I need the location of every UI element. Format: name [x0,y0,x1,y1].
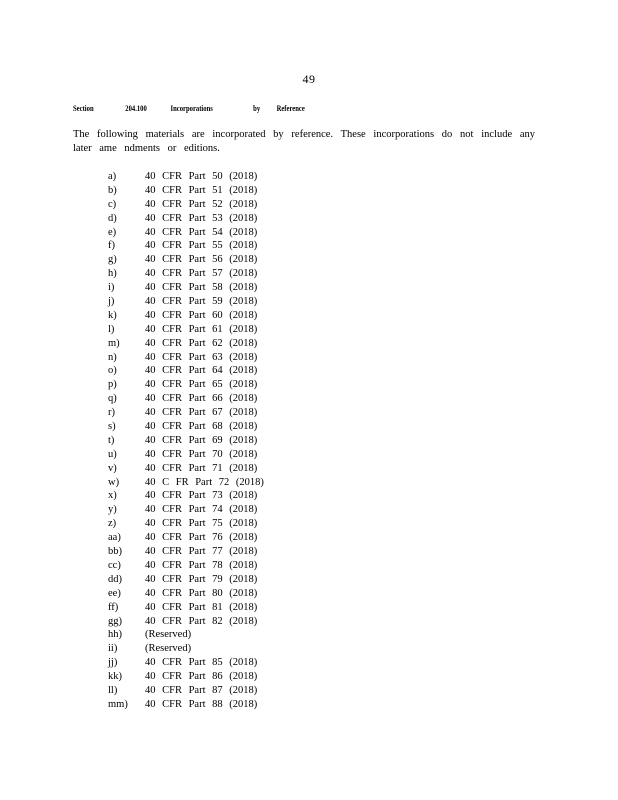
list-item-text: 40 CFR Part 74 (2018) [145,504,258,516]
list-item-label: n) [108,351,117,363]
list-item-label: aa) [108,532,121,544]
list-item-label: dd) [108,573,122,585]
list-item-label: ll) [108,684,118,696]
list-item [108,226,264,240]
list-item-text: 40 CFR Part 67 (2018) [145,407,258,419]
list-item-text: 40 CFR Part 50 (2018) [145,171,258,182]
list-item-text: 40 CFR Part 79 (2018) [145,573,258,585]
list-item [108,295,264,309]
list-item-label: d) [108,212,117,224]
list-item-label: t) [108,434,115,446]
list-item [108,351,264,365]
list-item [108,573,264,587]
list-item-text: 40 CFR Part 82 (2018) [145,615,258,627]
section-heading [73,103,305,113]
list-item-text: 40 CFR Part 62 (2018) [145,337,258,349]
intro-paragraph: The following materials are incorporated by reference. These incorporations do not include any later ame ndments or editions. [73,129,535,154]
list-item [108,198,264,212]
list-item-text: 40 CFR Part 81 (2018) [145,601,258,613]
list-item-label: h) [108,268,117,280]
list-item [108,337,264,351]
list-item-label: f) [108,240,115,252]
list-item [108,656,264,670]
list-item-label: ff) [108,601,119,613]
section-title-word-2: by [253,103,261,113]
list-item-label: o) [108,365,117,377]
list-item-label: q) [108,393,117,405]
list-item-label: mm) [108,698,128,710]
list-item-label: p) [108,379,117,391]
list-item-text: 40 CFR Part 54 (2018) [145,226,258,238]
list-item [108,545,264,559]
list-item [108,503,264,517]
section-label: Section [73,103,94,113]
list-item-text: 40 CFR Part 68 (2018) [145,421,258,433]
list-item-label: m) [108,337,120,349]
list-item-text: 40 CFR Part 75 (2018) [145,518,258,530]
list-item-label: c) [108,198,117,210]
list-item [108,309,264,323]
list-item [108,420,264,434]
list-item-label: x) [108,490,117,502]
list-item-text: 40 CFR Part 64 (2018) [145,365,258,377]
list-item [108,559,264,573]
list-item [108,434,264,448]
list-item-text: 40 CFR Part 66 (2018) [145,393,258,405]
list-item-label: b) [108,184,117,196]
list-item-label: a) [108,171,117,182]
list-item-label: u) [108,448,117,460]
list-item [108,267,264,281]
list-item-text: 40 CFR Part 58 (2018) [145,282,258,294]
list-item [108,364,264,378]
list-item-text: 40 CFR Part 78 (2018) [145,559,258,571]
list-item-text: (Reserved) [145,629,192,641]
list-item-text: 40 CFR Part 88 (2018) [145,698,258,710]
list-item [108,378,264,392]
list-item-label: kk) [108,671,122,683]
list-item-label: gg) [108,615,122,627]
list-item-label: s) [108,421,116,433]
list-item-label: e) [108,226,117,238]
list-item-text: 40 CFR Part 76 (2018) [145,532,258,544]
list-item [108,323,264,337]
list-item [108,587,264,601]
list-item-text: 40 CFR Part 51 (2018) [145,184,258,196]
list-item [108,212,264,226]
list-item [108,239,264,253]
list-item-text: 40 CFR Part 60 (2018) [145,309,258,321]
list-item-text: 40 CFR Part 71 (2018) [145,462,258,474]
section-title-word-1: Incorporations [170,103,213,113]
list-item [108,448,264,462]
list-item [108,489,264,503]
list-item [108,642,264,656]
list-item-text: 40 CFR Part 63 (2018) [145,351,258,363]
list-item-text: 40 CFR Part 77 (2018) [145,546,258,558]
list-item [108,170,264,184]
list-item-label: v) [108,462,117,474]
list-item [108,698,264,712]
list-item-label: r) [108,407,115,419]
list-item-label: i) [108,282,115,294]
list-item-text: 40 CFR Part 87 (2018) [145,684,258,696]
list-item-label: jj) [108,657,118,669]
list-item-label: g) [108,254,117,266]
list-item-text: 40 CFR Part 53 (2018) [145,212,258,224]
list-item-label: bb) [108,546,122,558]
list-item-label: z) [108,518,117,530]
section-title-word-3: Reference [276,103,305,113]
list-item-label: cc) [108,559,121,571]
list-item [108,517,264,531]
list-item [108,601,264,615]
list-item-text: 40 CFR Part 59 (2018) [145,296,258,308]
list-item-text: 40 CFR Part 80 (2018) [145,587,258,599]
list-item [108,281,264,295]
list-item-text: 40 CFR Part 70 (2018) [145,448,258,460]
list-item-label: l) [108,323,115,335]
list-item-text: 40 C FR Part 72 (2018) [145,476,264,488]
list-item-text: 40 CFR Part 57 (2018) [145,268,258,280]
list-item [108,253,264,267]
list-item-label: ee) [108,587,121,599]
list-item [108,670,264,684]
list-item-text: 40 CFR Part 85 (2018) [145,657,258,669]
page-number: 49 [302,72,316,86]
list-item [108,628,264,642]
list-item-label: j) [108,296,115,308]
list-item [108,184,264,198]
list-item-label: y) [108,504,117,516]
list-item [108,462,264,476]
list-item-text: 40 CFR Part 73 (2018) [145,490,258,502]
list-item [108,392,264,406]
list-item-text: 40 CFR Part 52 (2018) [145,198,258,210]
list-item [108,615,264,629]
list-item-text: (Reserved) [145,643,192,655]
list-item-label: hh) [108,629,122,641]
section-number: 204.100 [125,103,147,113]
list-item-text: 40 CFR Part 69 (2018) [145,434,258,446]
list-item-text: 40 CFR Part 55 (2018) [145,240,258,252]
list-item [108,531,264,545]
list-item-label: k) [108,309,117,321]
list-item-text: 40 CFR Part 56 (2018) [145,254,258,266]
list-item-label: w) [108,476,120,488]
list-item [108,684,264,698]
list-item-label: ii) [108,643,118,655]
incorporations-list [108,170,264,712]
list-item-text: 40 CFR Part 61 (2018) [145,323,258,335]
list-item [108,476,264,490]
list-item [108,406,264,420]
list-item-text: 40 CFR Part 86 (2018) [145,671,258,683]
list-item-text: 40 CFR Part 65 (2018) [145,379,258,391]
